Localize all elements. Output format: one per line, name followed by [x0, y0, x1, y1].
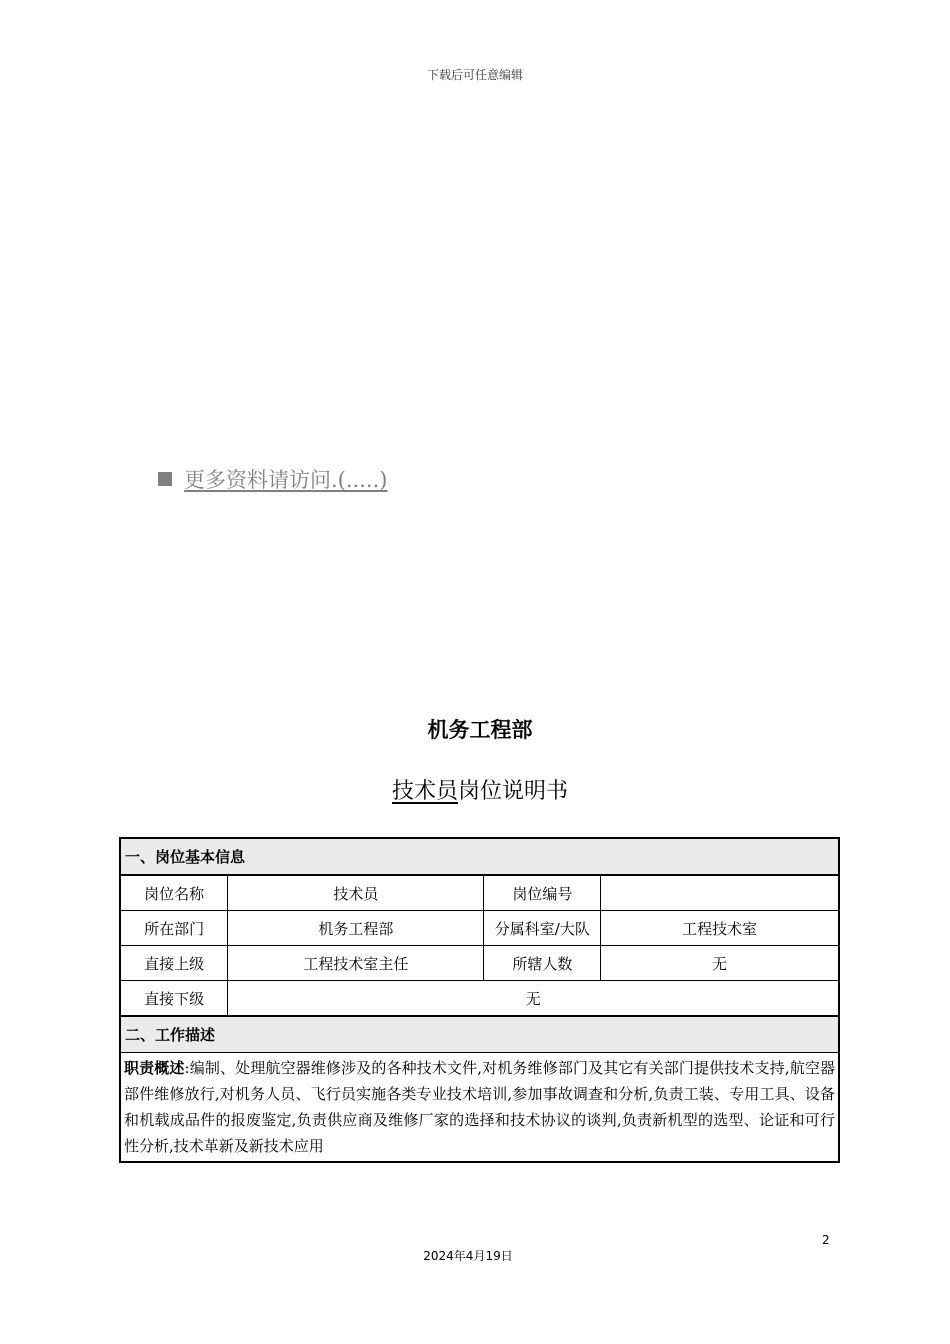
section-basic-info-header — [120, 838, 839, 875]
duty-summary-label: 职责概述 — [124, 1059, 185, 1077]
duty-summary — [120, 1053, 839, 1163]
job-description-table — [119, 837, 840, 1163]
field-label: 岗位编号 — [484, 875, 601, 911]
field-label: 直接上级 — [120, 946, 228, 981]
field-value: 工程技术室主任 — [228, 946, 484, 981]
table-row — [120, 946, 839, 981]
field-value — [601, 875, 839, 911]
field-label: 所辖人数 — [484, 946, 601, 981]
department-title: 机务工程部 — [427, 718, 533, 742]
field-label: 所在部门 — [120, 911, 228, 946]
section-work-description-header — [120, 1016, 839, 1053]
position-name: 技术员 — [391, 779, 458, 804]
field-value: 工程技术室 — [601, 911, 839, 946]
field-label: 直接下级 — [120, 981, 228, 1017]
field-value: 机务工程部 — [228, 911, 484, 946]
table-row — [120, 1053, 839, 1163]
field-value: 技术员 — [228, 875, 484, 911]
more-info-link[interactable]: 更多资料请访问.(.....) — [184, 468, 388, 492]
section-title: 二、工作描述 — [120, 1016, 839, 1053]
more-info-row — [158, 464, 387, 494]
field-label: 分属科室/大队 — [484, 911, 601, 946]
document-title-suffix: 岗位说明书 — [458, 779, 569, 804]
field-label: 岗位名称 — [120, 875, 228, 911]
duty-summary-text: :编制、处理航空器维修涉及的各种技术文件,对机务维修部门及其它有关部门提供技术支持,航空器部件维修放行,对机务人员、飞行员实施各类专业技术培训,参加事故调查和分析,负责工装、专用工具、设备和机载成品件的报废鉴定,负责供应商及维修厂家的选择和技术协议的谈判,负责新机型的选型、论证和可行性分析,技术革新及新技术应用 — [124, 1059, 835, 1155]
document-title — [0, 774, 950, 805]
field-value: 无 — [601, 946, 839, 981]
header-note: 下载后可任意编辑 — [426, 68, 523, 82]
page-number: 2 — [822, 1233, 830, 1247]
footer-date: 2024年4月19日 — [423, 1249, 513, 1263]
table-row — [120, 911, 839, 946]
section-title: 一、岗位基本信息 — [120, 838, 839, 875]
square-bullet-icon — [158, 472, 172, 486]
table-row — [120, 981, 839, 1017]
field-value: 无 — [228, 981, 839, 1017]
table-row — [120, 875, 839, 911]
